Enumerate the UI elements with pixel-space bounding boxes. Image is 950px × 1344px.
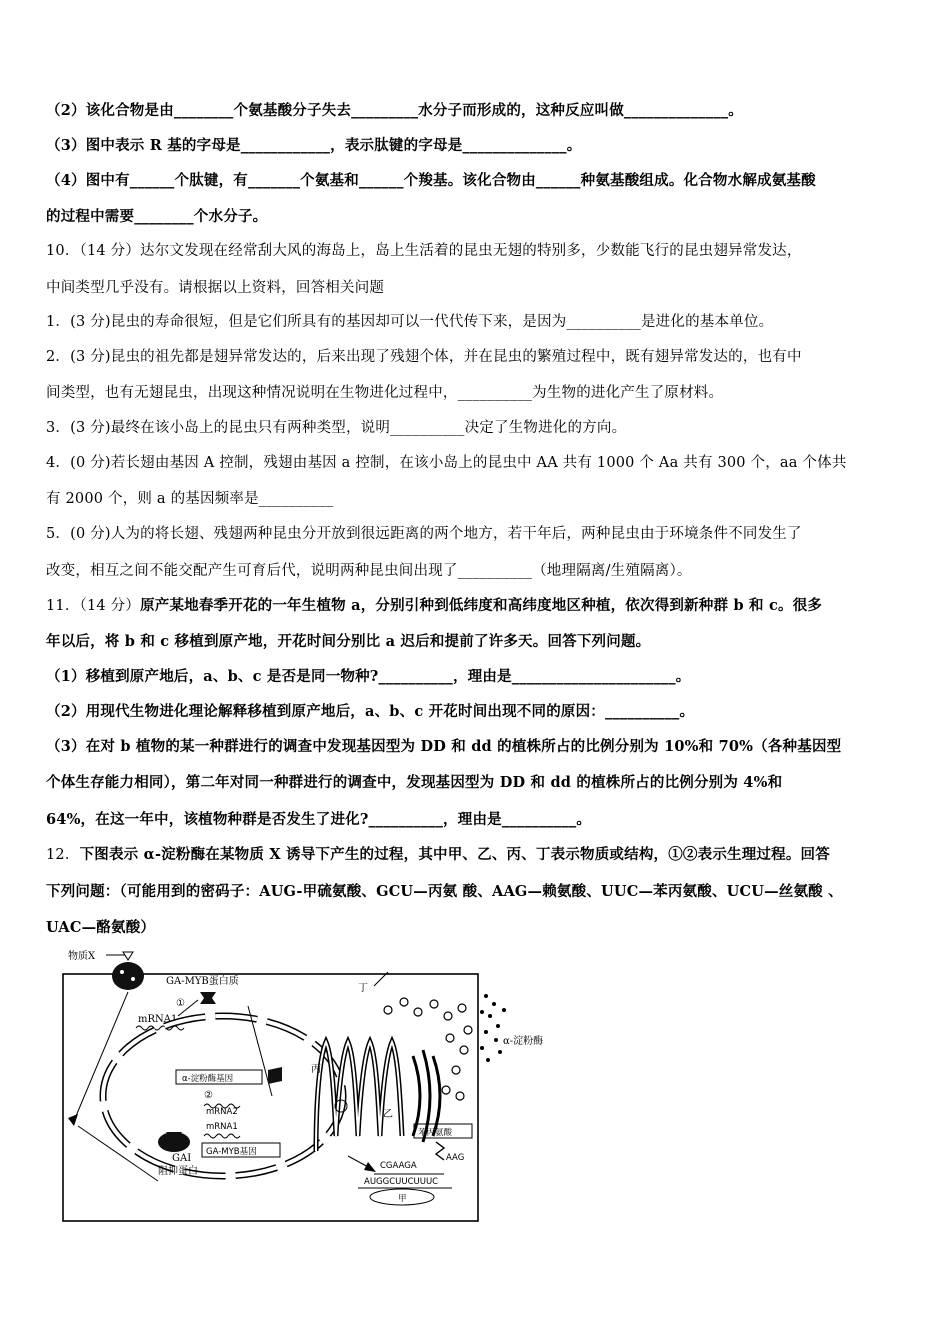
bing-label: 丙 — [311, 1064, 321, 1075]
step-1-label: ① — [176, 998, 185, 1009]
question-11-part-3-continued: 个体生存能力相同），第二年对同一种群进行的调查中，发现基因型为 DD 和 dd 的植株所占的比例分别为 4%和 — [46, 774, 783, 791]
mrna1-mid-label: mRNA1 — [206, 1122, 238, 1132]
anticodon-label: CGAAGA — [380, 1161, 417, 1171]
step-2-label: ② — [204, 1090, 213, 1101]
ga-myb-protein-shape — [200, 992, 216, 1004]
question-12-text: 下图表示 α-淀粉酶在某物质 X 诱导下产生的过程，其中甲、乙、丙、丁表示物质或结构，①②表示生理过程。回答 — [79, 846, 830, 863]
inset-arrowhead — [364, 1162, 376, 1172]
question-11-part-1: （1）移植到原产地后，a、b、c 是否是同一物种?__________，理由是______________________。 — [46, 668, 691, 685]
signal-arrowhead — [68, 1114, 78, 1126]
amylase-induction-diagram — [58, 946, 558, 1226]
mrna1-strand-mid — [204, 1134, 240, 1138]
inhibitor-label: 阻抑蛋白 — [158, 1166, 198, 1177]
question-10-stem: 10．（14 分）达尔文发现在经常刮大风的海岛上，岛上生活着的昆虫无翅的特别多，少数能飞行的昆虫翅异常发达， — [46, 243, 802, 259]
question-9-part-2: （2）该化合物是由________个氨基酸分子失去_________水分子而形成的，这种反应叫做______________。 — [46, 102, 743, 119]
mrna1-top-label: mRNA1 — [138, 1014, 178, 1025]
question-10-item-3: 3．(3 分)最终在该小岛上的昆虫只有两种类型，说明__________决定了生物进化的方向。 — [46, 420, 627, 436]
question-10-item-1: 1．(3 分)昆虫的寿命很短，但是它们所具有的基因却可以一代代传下来，是因为__________是进化的基本单位。 — [46, 314, 774, 330]
receptor-blob — [112, 962, 144, 990]
aag-label: AAG — [446, 1153, 465, 1163]
question-11-number: 11．（14 分） — [46, 598, 141, 614]
mrna1-strand-top — [136, 1026, 184, 1030]
question-12-codons-end: UAC—酪氨酸） — [46, 919, 156, 936]
question-10-item-4: 4．(0 分)若长翅由基因 A 控制，残翅由基因 a 控制，在该小岛上的昆虫中 AA 共有 1000 个 Aa 共有 300 个，aa 个体共 — [46, 455, 847, 471]
mrna-sequence-label: AUGGCUUCUUUC — [364, 1177, 439, 1187]
trna-shape — [436, 1142, 444, 1160]
question-12-stem — [46, 845, 908, 865]
amylase-gene-label: α-淀粉酶基因 — [182, 1074, 234, 1084]
ga-myb-bound-protein — [268, 1067, 282, 1084]
mrna2-label: mRNA2 — [206, 1107, 238, 1117]
ding-label: 丁 — [358, 983, 368, 994]
yi-label: 乙 — [383, 1109, 393, 1120]
gai-label: GAI — [172, 1153, 192, 1164]
substance-x-label: 物质X — [68, 951, 96, 962]
question-11-part-2: （2）用现代生物进化理论解释移植到原产地后，a、b、c 开花时间出现不同的原因：__________。 — [46, 703, 695, 720]
question-9-part-4-continued: 的过程中需要________个水分子。 — [46, 208, 268, 225]
question-10-item-5: 5．(0 分)人为的将长翅、残翅两种昆虫分开放到很远距离的两个地方，若干年后，两种昆虫由于环境条件不同发生了 — [46, 526, 802, 542]
question-10-item-2: 2．(3 分)昆虫的祖先都是翅异常发达的，后来出现了残翅个体，并在昆虫的繁殖过程中，既有翅异常发达的，也有中 — [46, 349, 802, 365]
question-10-item-2-continued: 间类型，也有无翅昆虫，出现这种情况说明在生物进化过程中，__________为生物的进化产生了原材料。 — [46, 385, 724, 401]
question-9-part-3: （3）图中表示 R 基的字母是____________，表示肽键的字母是______________。 — [46, 137, 582, 154]
question-10-item-5-continued: 改变，相互之间不能交配产生可育后代，说明两种昆虫间出现了__________（地理隔离/生殖隔离）。 — [46, 563, 692, 579]
question-11-part-3: （3）在对 b 植物的某一种群进行的调查中发现基因型为 DD 和 dd 的植株所占的比例分别为 10%和 70%（各种基因型 — [46, 738, 842, 755]
ga-myb-protein-label: GA-MYB蛋白质 — [166, 976, 239, 987]
phe-label: 苯丙氨酸 — [418, 1128, 453, 1138]
question-11-text: 原产某地春季开花的一年生植物 a，分别引种到低纬度和高纬度地区种植，依次得到新种群 b 和 c。很多 — [140, 597, 823, 614]
jia-label: 甲 — [398, 1194, 407, 1204]
amylase-label: α-淀粉酶 — [503, 1036, 544, 1047]
ga-myb-gene-label: GA-MYB基因 — [206, 1147, 257, 1157]
substance-x-triangle — [123, 952, 133, 960]
question-9-part-4: （4）图中有______个肽键，有_______个氨基和______个羧基。该化合物由______种氨基酸组成。化合物水解成氨基酸 — [46, 172, 816, 189]
question-10-stem-continued: 中间类型几乎没有。请根据以上资料，回答相关问题 — [46, 280, 385, 296]
question-12-codons: 下列问题：（可能用到的密码子：AUG-甲硫氨酸、GCU—丙氨 酸、AAG—赖氨酸、UUC—苯丙氨酸、UCU—丝氨酸 、 — [46, 883, 843, 900]
question-11-part-3-end: 64%，在这一年中，该植物种群是否发生了进化?__________，理由是__________。 — [46, 811, 592, 828]
amylase-dots — [480, 994, 506, 1062]
question-10-item-4-continued: 有 2000 个，则 a 的基因频率是__________ — [46, 491, 334, 507]
receptor-spot — [131, 977, 135, 981]
question-11-stem — [46, 596, 908, 616]
receptor-spot — [120, 970, 124, 974]
question-11-stem-continued: 年以后，将 b 和 c 移植到原产地，开花时间分别比 a 迟后和提前了许多天。回答下列问题。 — [46, 633, 651, 650]
question-12-number: 12． — [46, 847, 80, 863]
